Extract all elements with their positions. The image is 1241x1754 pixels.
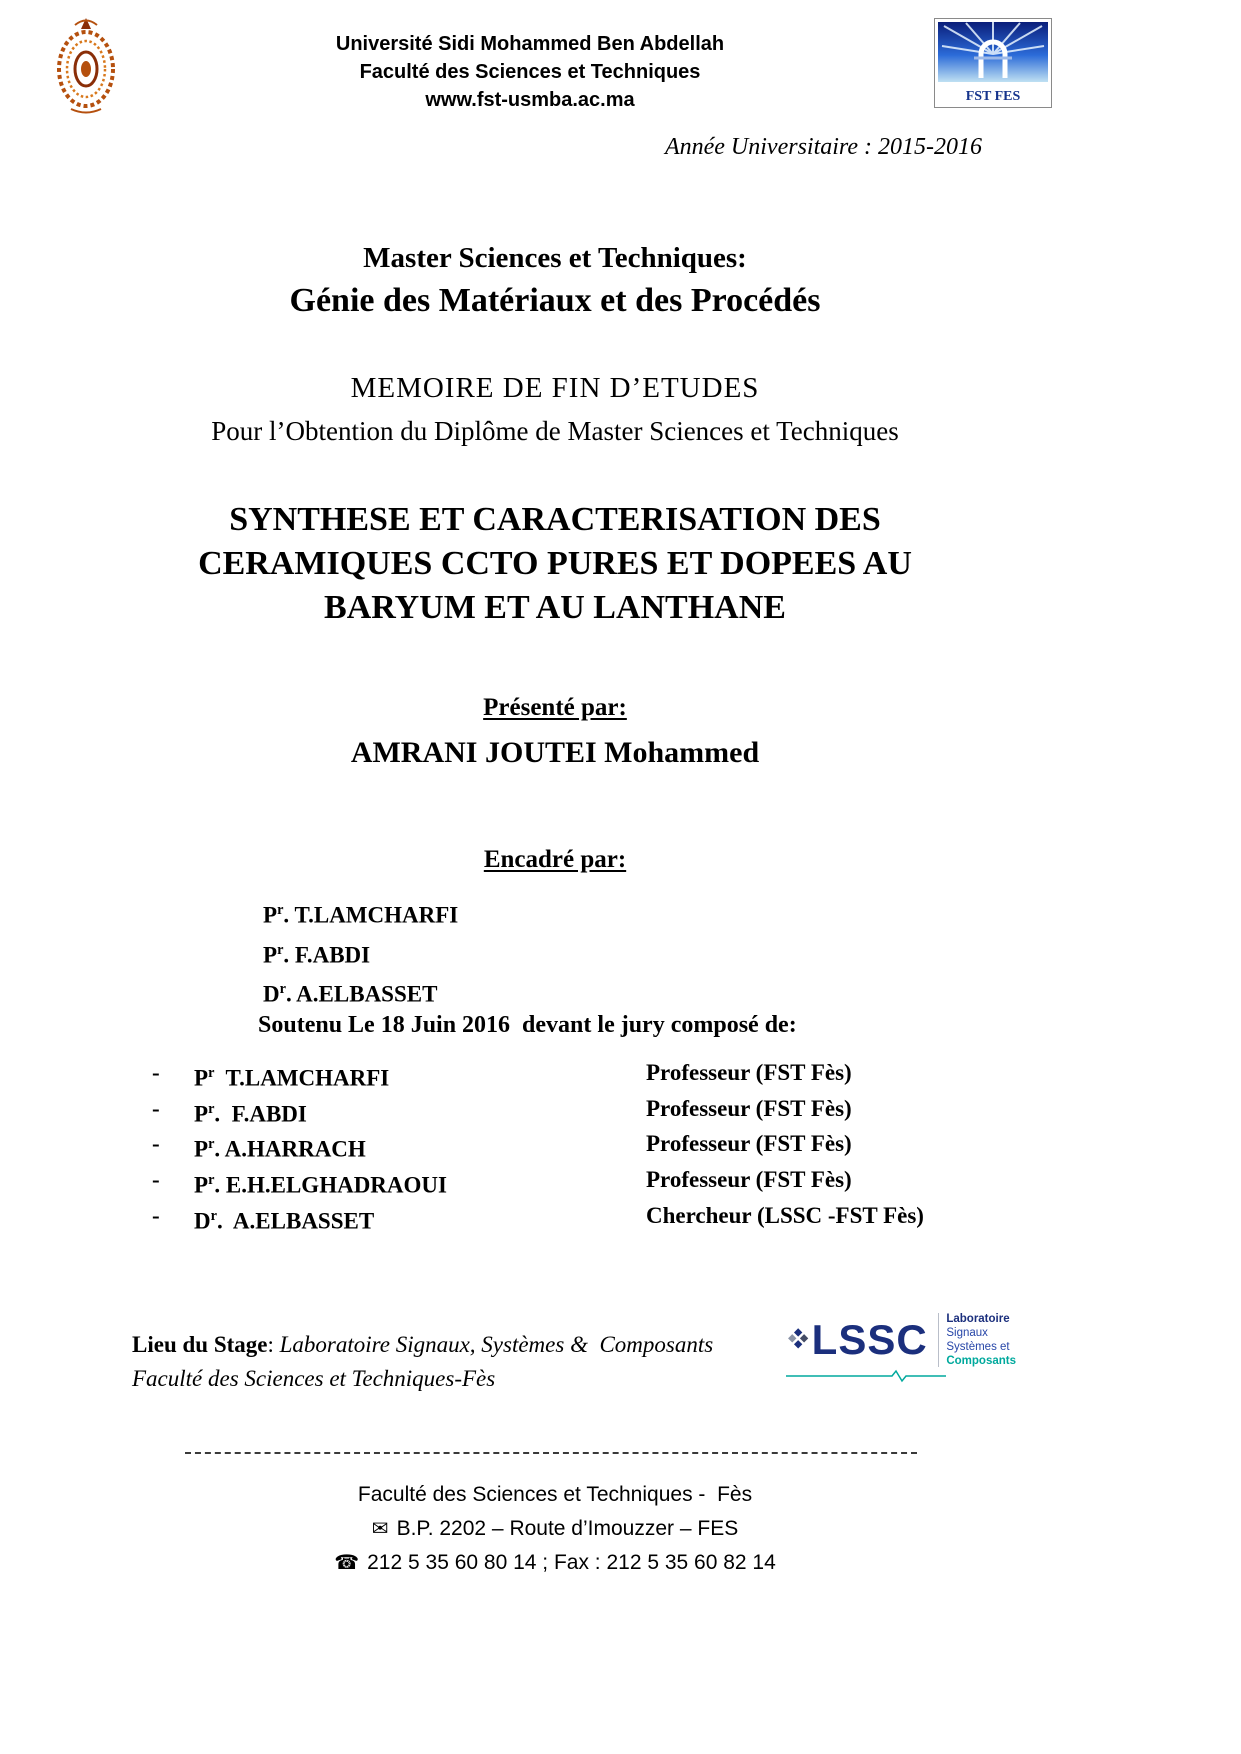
title-line-3: BARYUM ET AU LANTHANE	[324, 589, 786, 626]
title-line-1: SYNTHESE ET CARACTERISATION DES	[229, 501, 881, 538]
jury-member-name: $P^r$. F.ABDI	[194, 1100, 307, 1127]
page-footer	[0, 1478, 1110, 1580]
phone-icon: ☎	[334, 1552, 360, 1574]
defense-intro: Soutenu Le 18 Juin 2016 devant le jury composé de:	[258, 1012, 797, 1038]
memoire-block	[0, 366, 1110, 452]
mail-icon: ✉	[371, 1518, 389, 1540]
jury-row	[152, 1201, 1072, 1237]
footer-faculty: Faculté des Sciences et Techniques - Fès	[357, 1483, 753, 1506]
lssc-caption-line: Systèmes et	[946, 1341, 1010, 1353]
jury-member-name: $D^r$. A.ELBASSET	[194, 1207, 375, 1234]
supervisor-item: $P^r$. F.ABDI	[263, 941, 371, 968]
jury-dash: -	[152, 1060, 160, 1085]
footer-address-line	[0, 1512, 1110, 1546]
presented-by-section	[0, 694, 1110, 722]
jury-dash: -	[152, 1095, 160, 1121]
jury-member-name: $P^r$. A.HARRACH	[194, 1136, 366, 1162]
jury-dash: -	[152, 1166, 160, 1192]
jury-list	[152, 1058, 1072, 1236]
supervisors-list	[263, 893, 458, 1012]
supervisor-item: $D^r$. A.ELBASSET	[263, 981, 438, 1007]
website-url: www.fst-usmba.ac.ma	[425, 89, 635, 111]
lssc-logo-main	[786, 1312, 1016, 1368]
university-name: Université Sidi Mohammed Ben Abdellah	[335, 33, 725, 55]
lssc-caption-line: Laboratoire	[946, 1313, 1010, 1325]
jury-member-role: Chercheur (LSSC -FST Fès)	[646, 1202, 924, 1228]
supervised-by-label: Encadré par:	[483, 846, 627, 873]
fst-fes-logo	[934, 18, 1052, 108]
lssc-diamond-icon	[786, 1322, 810, 1358]
program-block	[0, 238, 1110, 324]
jury-dash: -	[152, 1202, 160, 1228]
title-line-2: CERAMIQUES CCTO PURES ET DOPEES AU	[198, 545, 912, 582]
lssc-caption	[946, 1312, 1016, 1368]
internship-block	[132, 1328, 713, 1396]
supervisor-item: $P^r$. T.LAMCHARFI	[263, 902, 459, 928]
internship-label: Lieu du Stage	[132, 1332, 268, 1357]
author-name: AMRANI JOUTEI Mohammed	[350, 736, 760, 769]
supervised-by-section	[0, 846, 1110, 874]
lssc-acronym: LSSC	[811, 1316, 928, 1363]
footer-phone-line	[0, 1546, 1110, 1580]
memoire-line1: MEMOIRE DE FIN D’ETUDES	[350, 372, 760, 404]
footer-phone: 212 5 35 60 80 14 ; Fax : 212 5 35 60 82 14	[367, 1551, 776, 1574]
footer-address: B.P. 2202 – Route d’Imouzzer – FES	[396, 1517, 739, 1540]
internship-line2: Faculté des Sciences et Techniques-Fès	[132, 1366, 496, 1391]
program-line2: Génie des Matériaux et des Procédés	[289, 282, 821, 319]
lssc-pulse-line-icon	[786, 1369, 946, 1383]
internship-colon: :	[267, 1332, 280, 1357]
institution-block	[240, 30, 820, 114]
fst-logo-label: FST FES	[965, 89, 1021, 104]
jury-member-role: Professeur (FST Fès)	[646, 1095, 852, 1121]
thesis-title	[0, 498, 1110, 630]
lssc-logo	[786, 1312, 1016, 1383]
university-logo-icon	[46, 14, 126, 116]
internship-line1	[132, 1328, 713, 1362]
jury-row	[152, 1129, 1072, 1165]
dashed-separator	[185, 1452, 917, 1454]
lssc-divider	[938, 1313, 939, 1367]
jury-member-role: Professeur (FST Fès)	[646, 1166, 852, 1192]
jury-dash: -	[152, 1131, 160, 1157]
jury-member-name: $P^r$. E.H.ELGHADRAOUI	[194, 1171, 447, 1198]
faculty-name: Faculté des Sciences et Techniques	[359, 61, 701, 83]
jury-row	[152, 1094, 1072, 1130]
jury-member-name: $P^r$ T.LAMCHARFI	[194, 1065, 390, 1091]
internship-place: Laboratoire Signaux, Systèmes & Composants	[279, 1332, 714, 1357]
program-line1: Master Sciences et Techniques:	[363, 242, 747, 274]
lssc-caption-line: Composants	[946, 1355, 1016, 1367]
memoire-line2: Pour l’Obtention du Diplôme de Master Sciences et Techniques	[211, 416, 899, 446]
presented-by-label: Présenté par:	[483, 694, 627, 721]
academic-year: Année Universitaire : 2015-2016	[664, 134, 982, 160]
jury-row	[152, 1058, 1072, 1094]
jury-member-role: Professeur (FST Fès)	[646, 1060, 852, 1085]
lssc-caption-line: Signaux	[946, 1327, 988, 1339]
jury-member-role: Professeur (FST Fès)	[646, 1131, 852, 1157]
jury-row	[152, 1165, 1072, 1201]
